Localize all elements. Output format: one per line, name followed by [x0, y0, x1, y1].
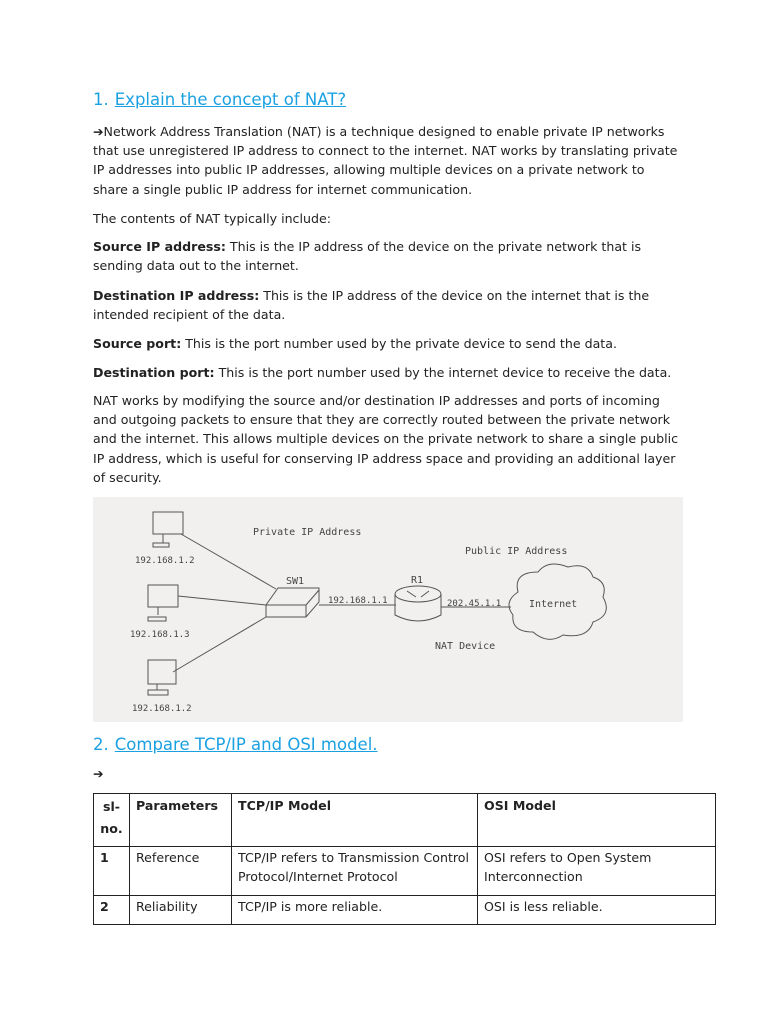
comparison-table	[93, 793, 716, 925]
pc-icon	[153, 512, 183, 547]
router-icon	[395, 586, 441, 621]
private-ip-label: Private IP Address	[253, 527, 362, 538]
header-cell: Parameters	[130, 794, 232, 847]
term: Source IP address:	[93, 239, 226, 254]
nat-summary: NAT works by modifying the source and/or destination IP addresses and ports of incoming and outgoing packets to ensure that they are correctly routed between the private network and the internet. This allows multiple devices on the private network to share a single public IP address, which is useful for conserving IP address space and providing an additional layer of security.	[93, 393, 679, 485]
item-source-ip	[93, 237, 683, 275]
term: Destination port:	[93, 365, 215, 380]
table-header-row	[94, 794, 716, 847]
heading-number: 2.	[93, 735, 109, 754]
pc-icon	[148, 660, 176, 695]
table-row	[94, 896, 716, 925]
cell: TCP/IP is more reliable.	[232, 896, 478, 925]
question-2-heading	[93, 735, 378, 754]
cell: OSI is less reliable.	[478, 896, 716, 925]
header-cell: TCP/IP Model	[232, 794, 478, 847]
definition: This is the port number used by the internet device to receive the data.	[214, 365, 672, 380]
nat-device-label: NAT Device	[435, 641, 496, 652]
term: Source port:	[93, 336, 182, 351]
header-cell: sl-no.	[94, 794, 130, 847]
heading-title: Compare TCP/IP and OSI model.	[114, 735, 378, 754]
definition: This is the IP address of the device on the internet that is the intended recipient of the data.	[93, 288, 650, 323]
switch-label: SW1	[286, 576, 305, 587]
cell: 1	[94, 847, 130, 896]
pc-icon	[148, 585, 178, 621]
router-ip: 202.45.1.1	[447, 599, 502, 609]
item-destination-ip	[93, 286, 683, 324]
public-ip-label: Public IP Address	[465, 546, 568, 557]
nat-diagram	[93, 497, 683, 722]
heading-number: 1.	[93, 90, 109, 109]
cell: OSI refers to Open System Interconnection	[478, 847, 716, 896]
header-cell: OSI Model	[478, 794, 716, 847]
definition: This is the IP address of the device on the private network that is sending data out to the internet.	[93, 239, 642, 274]
item-source-port	[93, 334, 683, 353]
nat-intro: ➔Network Address Translation (NAT) is a technique designed to enable private IP networks that use unregistered IP address to connect to the internet. NAT works by translating private IP addresses into public IP addresses, allowing multiple devices on a private network to share a single public IP address for internet communication.	[93, 124, 678, 197]
item-destination-port	[93, 363, 683, 382]
table-row	[94, 847, 716, 896]
pc1-ip: 192.168.1.2	[135, 556, 195, 566]
heading-title: Explain the concept of NAT?	[114, 90, 347, 109]
answer-arrow: ➔	[93, 766, 104, 781]
cell: 2	[94, 896, 130, 925]
cell: Reference	[130, 847, 232, 896]
router-label: R1	[411, 575, 424, 586]
switch-ip: 192.168.1.1	[328, 596, 388, 606]
term: Destination IP address:	[93, 288, 260, 303]
cell: TCP/IP refers to Transmission Control Protocol/Internet Protocol	[232, 847, 478, 896]
switch-icon	[266, 588, 319, 617]
pc2-ip: 192.168.1.3	[130, 630, 190, 640]
cell: Reliability	[130, 896, 232, 925]
internet-label: Internet	[529, 599, 578, 610]
question-1-heading	[93, 90, 346, 109]
definition: This is the port number used by the private device to send the data.	[181, 336, 617, 351]
contents-intro: The contents of NAT typically include:	[93, 211, 331, 226]
pc3-ip: 192.168.1.2	[132, 704, 192, 714]
